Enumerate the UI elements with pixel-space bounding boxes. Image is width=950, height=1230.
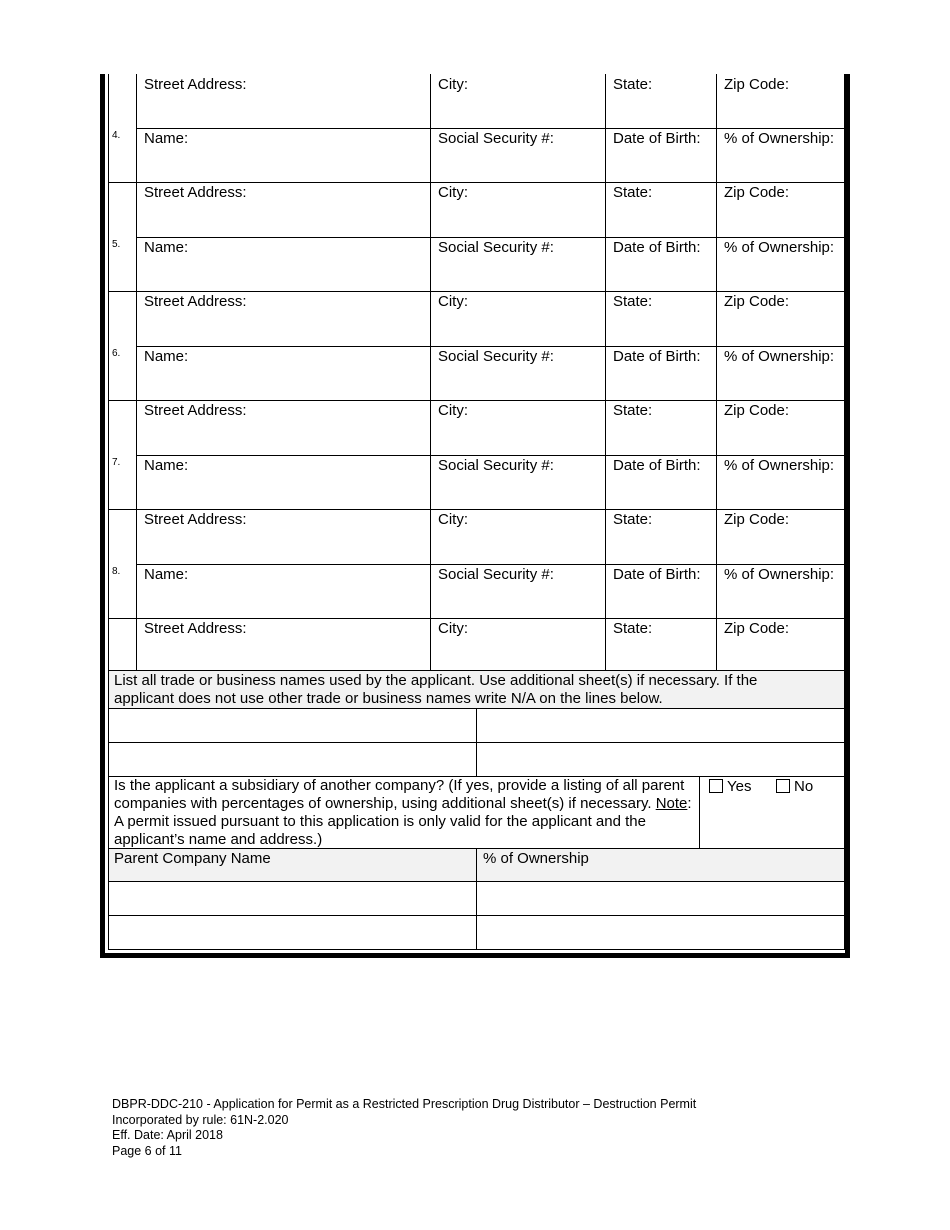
parent-company-name-header: Parent Company Name [114, 850, 271, 867]
state-cell[interactable] [605, 182, 716, 237]
dob-cell[interactable] [605, 564, 716, 618]
parent-ownership-field[interactable] [477, 916, 844, 949]
city-cell[interactable] [430, 400, 605, 455]
yes-label: Yes [727, 778, 752, 795]
city-label: City: [438, 76, 468, 93]
dob-cell[interactable] [605, 237, 716, 291]
name-cell[interactable] [136, 237, 430, 291]
ssn-cell[interactable] [430, 346, 605, 400]
street-address-cell[interactable] [136, 291, 430, 346]
state-label: State: [613, 402, 653, 419]
city-cell[interactable] [430, 509, 605, 564]
zip-code-cell[interactable] [716, 182, 844, 237]
zip-code-label: Zip Code: [724, 184, 790, 201]
city-label: City: [438, 402, 468, 419]
city-label: City: [438, 620, 468, 637]
city-label: City: [438, 184, 468, 201]
name-label: Name: [144, 130, 189, 147]
street-address-label: Street Address: [144, 76, 247, 93]
state-cell[interactable] [605, 291, 716, 346]
street-address-label: Street Address: [144, 511, 247, 528]
street-address-cell[interactable] [136, 400, 430, 455]
name-cell[interactable] [136, 128, 430, 182]
city-cell[interactable] [430, 74, 605, 128]
dob-label: Date of Birth: [613, 348, 701, 365]
zip-code-label: Zip Code: [724, 293, 790, 310]
dob-cell[interactable] [605, 455, 716, 509]
dob-label: Date of Birth: [613, 239, 701, 256]
name-label: Name: [144, 566, 189, 583]
dob-cell[interactable] [605, 128, 716, 182]
city-cell[interactable] [430, 618, 605, 670]
note-label: Note [655, 795, 688, 812]
name-cell[interactable] [136, 346, 430, 400]
ownership-label: % of Ownership: [724, 239, 835, 256]
dob-cell[interactable] [605, 346, 716, 400]
trade-names-column-divider [476, 708, 477, 776]
name-cell[interactable] [136, 564, 430, 618]
ssn-cell[interactable] [430, 128, 605, 182]
owner-number: 8. [112, 566, 121, 577]
no-label: No [794, 778, 814, 795]
form-footer [112, 1097, 696, 1159]
state-cell[interactable] [605, 74, 716, 128]
name-cell[interactable] [136, 455, 430, 509]
ownership-cell[interactable] [716, 455, 844, 509]
no-option[interactable] [776, 778, 813, 795]
ownership-cell[interactable] [716, 128, 844, 182]
form-inner-border [108, 74, 845, 950]
subsidiary-question [114, 777, 699, 849]
subsidiary-note-text: : A permit issued pursuant to this application is only valid for the applicant and the applicant’s name and address.) [114, 795, 692, 848]
parent-company-name-field[interactable] [109, 882, 476, 915]
ssn-label: Social Security #: [438, 566, 554, 583]
state-label: State: [613, 511, 653, 528]
application-form-table [100, 74, 850, 958]
percent-ownership-header: % of Ownership [483, 850, 589, 867]
dob-label: Date of Birth: [613, 130, 701, 147]
trade-name-field[interactable] [477, 709, 844, 742]
city-label: City: [438, 293, 468, 310]
ssn-cell[interactable] [430, 455, 605, 509]
street-address-cell[interactable] [136, 74, 430, 128]
yes-checkbox[interactable] [709, 779, 723, 793]
ssn-cell[interactable] [430, 564, 605, 618]
state-cell[interactable] [605, 618, 716, 670]
trade-name-field[interactable] [109, 743, 476, 776]
ownership-label: % of Ownership: [724, 457, 835, 474]
page-number: Page 6 of 11 [112, 1143, 182, 1158]
zip-code-cell[interactable] [716, 74, 844, 128]
ownership-label: % of Ownership: [724, 130, 835, 147]
yes-option[interactable] [709, 778, 751, 795]
zip-code-cell[interactable] [716, 509, 844, 564]
owner-number: 6. [112, 348, 121, 359]
owner-number: 4. [112, 130, 121, 141]
parent-company-column-divider [476, 848, 477, 949]
street-address-label: Street Address: [144, 620, 247, 637]
dob-label: Date of Birth: [613, 566, 701, 583]
city-cell[interactable] [430, 291, 605, 346]
street-address-label: Street Address: [144, 184, 247, 201]
name-label: Name: [144, 348, 189, 365]
ssn-cell[interactable] [430, 237, 605, 291]
city-label: City: [438, 511, 468, 528]
ownership-cell[interactable] [716, 346, 844, 400]
owner-number: 5. [112, 239, 121, 250]
state-label: State: [613, 293, 653, 310]
street-address-cell[interactable] [136, 509, 430, 564]
trade-name-field[interactable] [109, 709, 476, 742]
parent-ownership-field[interactable] [477, 882, 844, 915]
name-label: Name: [144, 457, 189, 474]
rule-line: Incorporated by rule: 61N-2.020 [112, 1112, 289, 1127]
state-label: State: [613, 620, 653, 637]
effective-date-line: Eff. Date: April 2018 [112, 1128, 223, 1142]
trade-names-instruction: List all trade or business names used by the applicant. Use additional sheet(s) if necessary. If the applicant does not use other trade or business names write N/A on the lines below. [114, 672, 758, 707]
owner-number: 7. [112, 457, 121, 468]
name-label: Name: [144, 239, 189, 256]
ownership-label: % of Ownership: [724, 566, 835, 583]
zip-code-label: Zip Code: [724, 76, 790, 93]
checkbox-column-divider [699, 776, 700, 848]
zip-code-label: Zip Code: [724, 402, 790, 419]
street-address-cell[interactable] [136, 182, 430, 237]
ssn-label: Social Security #: [438, 457, 554, 474]
city-cell[interactable] [430, 182, 605, 237]
ssn-label: Social Security #: [438, 130, 554, 147]
ssn-label: Social Security #: [438, 348, 554, 365]
subsidiary-question-text: Is the applicant a subsidiary of another company? (If yes, provide a listing of all parent companies with percentages of ownership, using additional sheet(s) if necessary. [114, 777, 685, 812]
zip-code-cell[interactable] [716, 618, 844, 670]
form-title-line: DBPR-DDC-210 - Application for Permit as a Restricted Prescription Drug Distributor – Destruction Permit [112, 1097, 697, 1111]
zip-code-label: Zip Code: [724, 620, 790, 637]
zip-code-label: Zip Code: [724, 511, 790, 528]
parent-company-name-field[interactable] [109, 916, 476, 949]
state-label: State: [613, 76, 653, 93]
no-checkbox[interactable] [776, 779, 790, 793]
ownership-cell[interactable] [716, 237, 844, 291]
street-address-label: Street Address: [144, 402, 247, 419]
ownership-cell[interactable] [716, 564, 844, 618]
state-label: State: [613, 184, 653, 201]
trade-name-field[interactable] [477, 743, 844, 776]
street-address-cell[interactable] [136, 618, 430, 670]
state-cell[interactable] [605, 400, 716, 455]
zip-code-cell[interactable] [716, 291, 844, 346]
dob-label: Date of Birth: [613, 457, 701, 474]
ownership-label: % of Ownership: [724, 348, 835, 365]
state-cell[interactable] [605, 509, 716, 564]
zip-code-cell[interactable] [716, 400, 844, 455]
street-address-label: Street Address: [144, 293, 247, 310]
ssn-label: Social Security #: [438, 239, 554, 256]
